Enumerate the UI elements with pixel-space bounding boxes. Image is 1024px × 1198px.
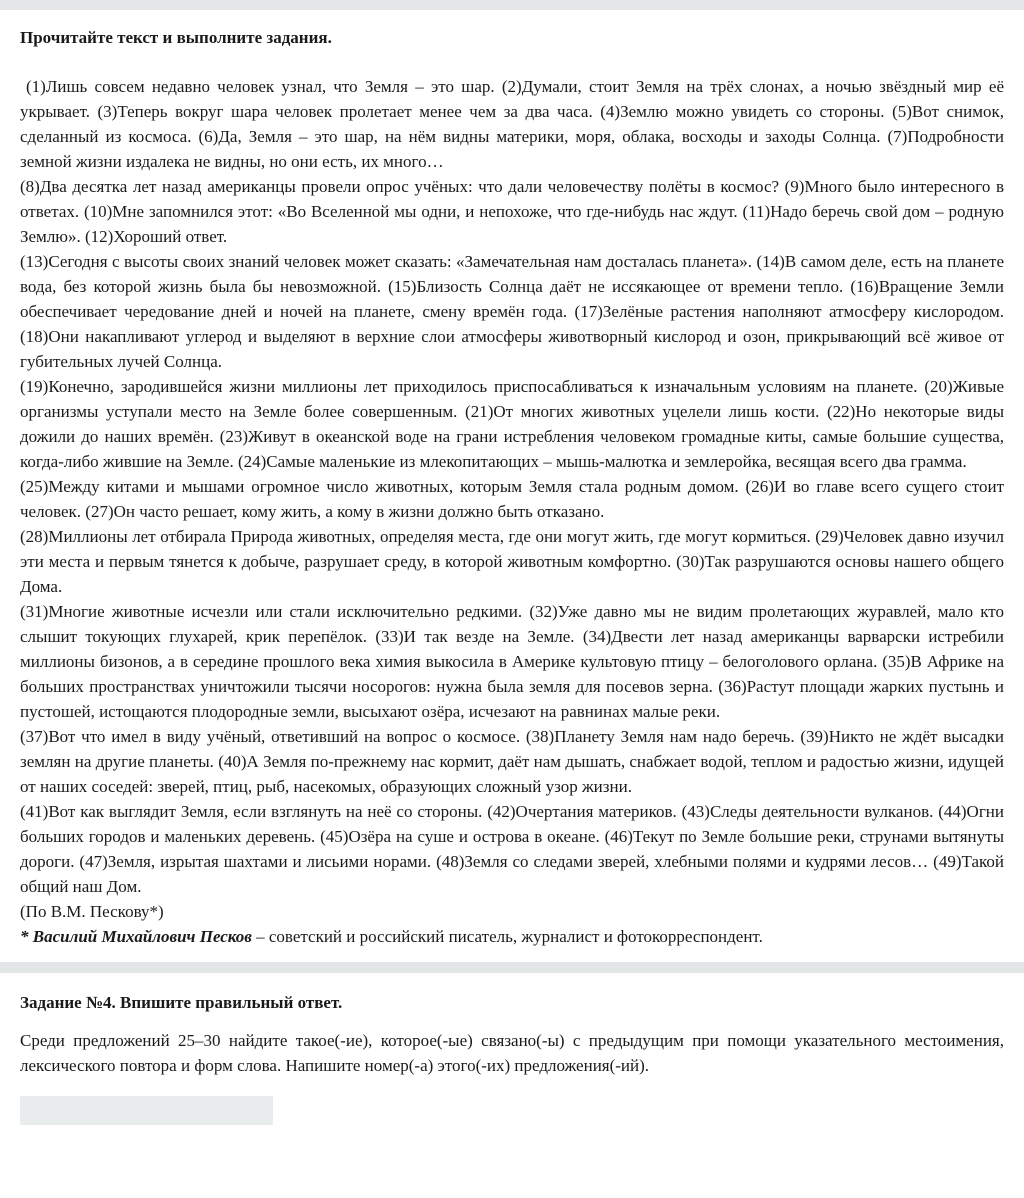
text-paragraph: (25)Между китами и мышами огромное число животных, которым Земля стала родным домом. (26)И во главе всего сущего стоит человек. (27)Он часто решает, кому жить, а кому в жизни должно быть отказано. [20,477,1004,521]
text-paragraph: (28)Миллионы лет отбирала Природа животных, определяя места, где они могут жить, где могут кормиться. (29)Человек давно изучил эти места и первым тянется к добыче, разрушает среду, в которой животным комфортно. (30)Так разрушаются основы нашего общего Дома. [20,527,1004,596]
text-paragraph: (19)Конечно, зародившейся жизни миллионы лет приходилось приспосабливаться к изначальным условиям на планете. (20)Живые организмы уступали место на Земле более совершенным. (21)От многих животных уцелели лишь кости. (22)Но некоторые виды дожили до наших времён. (23)Живут в океанской воде на грани истребления человеком громадные киты, самые большие существа, когда-либо жившие на Земле. (24)Самые маленькие из млекопитающих – мышь-малютка и землеройка, весящая всего два грамма. [20,377,1004,471]
text-paragraph: (41)Вот как выглядит Земля, если взглянуть на неё со стороны. (42)Очертания материков. (43)Следы деятельности вулканов. (44)Огни больших городов и маленьких деревень. (45)Озёра на суше и острова в океане. (46)Текут по Земле большие реки, струнами вытянуты дороги. (47)Земля, изрытая шахтами и лисьими норами. (48)Земля со следами зверей, хлебными полями и кудрями лесов… (49)Такой общий наш Дом. [20,802,1004,896]
bottom-space [20,1125,1004,1170]
attribution: (По В.М. Пескову*) [20,902,164,921]
text-paragraph: (1)Лишь совсем недавно человек узнал, что Земля – это шар. (2)Думали, стоит Земля на трёх слонах, а ночью звёздный мир её укрывает. (3)Теперь вокруг шара человек пролетает менее чем за два часа. (4)Землю можно увидеть со стороны. (5)Вот снимок, сделанный из космоса. (6)Да, Земля – это шар, на нём видны материки, моря, облака, восходы и заходы Солнца. (7)Подробности земной жизни издалека не видны, но они есть, их много… [20,77,1004,171]
section-divider [0,962,1024,973]
answer-input[interactable] [20,1096,273,1125]
reading-section [0,27,1024,949]
page-title: Прочитайте текст и выполните задания. [20,28,332,47]
text-paragraph: (8)Два десятка лет назад американцы провели опрос учёных: что дали человечеству полёты в космос? (9)Много было интересного в ответах. (10)Мне запомнился этот: «Во Вселенной мы одни, и непохоже, что где-нибудь нас ждут. (11)Надо беречь свой дом – родную Землю». (12)Хороший ответ. [20,177,1004,246]
task-title: Задание №4. Впишите правильный ответ. [20,993,343,1012]
reading-passage [20,74,1004,949]
top-bar [0,0,1024,10]
text-paragraph: (13)Сегодня с высоты своих знаний человек может сказать: «Замечательная нам досталась планета». (14)В самом деле, есть на планете вода, без которой жизнь была бы невозможной. (15)Близость Солнца даёт не иссякающее от времени тепло. (16)Вращение Земли обеспечивает чередование дней и ночей на планете, смену времён года. (17)Зелёные растения наполняют атмосферу кислородом. (18)Они накапливают углерод и выделяют в верхние слои атмосферы животворный кислород и озон, прикрывающий всё живое от губительных лучей Солнца. [20,252,1004,371]
footnote-description: – советский и российский писатель, журналист и фотокорреспондент. [251,927,763,946]
task-instruction: Среди предложений 25–30 найдите такое(-ие), которое(-ые) связано(-ы) с предыдущим при помощи указательного местоимения, лексического повтора и форм слова. Напишите номер(-а) этого(-их) предложения(-ий). [20,1031,1004,1075]
footnote [20,924,1004,949]
footnote-author: * Василий Михайлович Песков [20,927,252,946]
task-section [0,992,1024,1170]
text-paragraph: (37)Вот что имел в виду учёный, ответивший на вопрос о космосе. (38)Планету Земля нам надо беречь. (39)Никто не ждёт высадки землян на другие планеты. (40)А Земля по-прежнему нас кормит, даёт нам дышать, снабжает водой, теплом и радостью жизни, идущей от наших соседей: зверей, птиц, рыб, насекомых, образующих сложный узор жизни. [20,727,1004,796]
text-paragraph: (31)Многие животные исчезли или стали исключительно редкими. (32)Уже давно мы не видим пролетающих журавлей, мало кто слышит токующих глухарей, крик перепёлок. (33)И так везде на Земле. (34)Двести лет назад американцы варварски истребили миллионы бизонов, а в середине прошлого века химия выкосила в Америке культовую птицу – белоголового орлана. (35)В Африке на больших пространствах уничтожили тысячи носорогов: нужна была земля для посевов зерна. (36)Растут площади жарких пустынь и пустошей, истощаются плодородные земли, высыхают озёра, исчезают на равнинах малые реки. [20,602,1004,721]
